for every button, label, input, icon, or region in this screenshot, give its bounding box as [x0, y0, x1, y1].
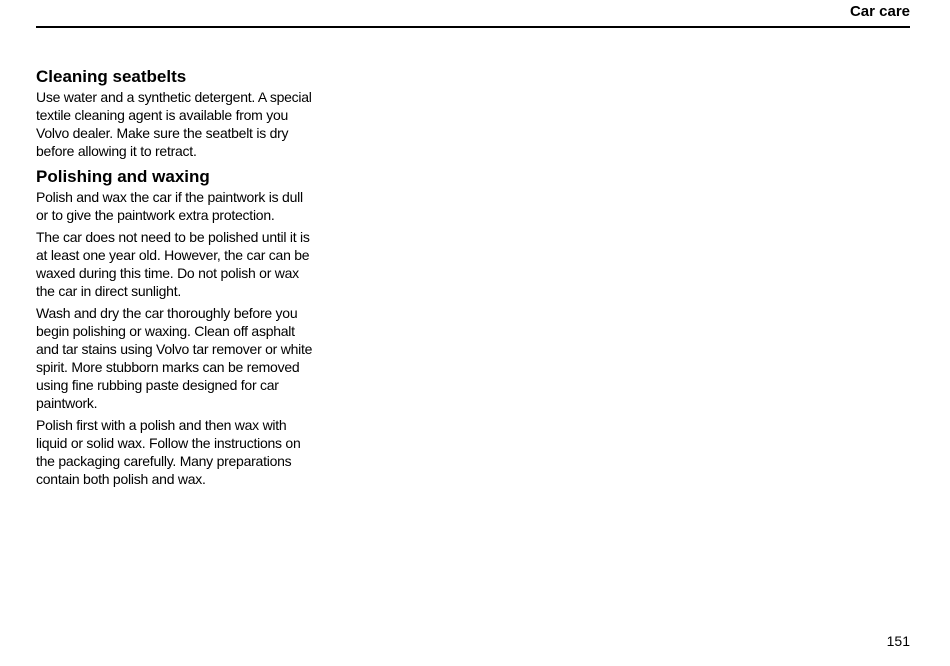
header-divider	[36, 26, 910, 28]
paragraph-polishing-3: Wash and dry the car thoroughly before you begin polishing or waxing. Clean off asphalt and tar stains using Volvo tar remover or white spirit. More stubborn marks can be removed using fine rubbing paste designed for car paintwork.	[36, 305, 313, 411]
paragraph-cleaning-seatbelts: Use water and a synthetic detergent. A special textile cleaning agent is available from you Volvo dealer. Make sure the seatbelt is dry before allowing it to retract.	[36, 89, 312, 159]
paragraph-polishing-4: Polish first with a polish and then wax with liquid or solid wax. Follow the instructions on the packaging carefully. Many preparations contain both polish and wax.	[36, 417, 301, 487]
paragraph-polishing-1: Polish and wax the car if the paintwork is dull or to give the paintwork extra protection.	[36, 189, 303, 223]
section-heading-cleaning-seatbelts: Cleaning seatbelts	[36, 67, 187, 86]
paragraph-polishing-2: The car does not need to be polished until it is at least one year old. However, the car can be waxed during this time. Do not polish or wax the car in direct sunlight.	[36, 229, 310, 299]
content-column	[36, 66, 316, 492]
section-heading-polishing-waxing: Polishing and waxing	[36, 167, 210, 186]
running-header: Car care	[849, 3, 910, 20]
page-number: 151	[886, 633, 910, 649]
